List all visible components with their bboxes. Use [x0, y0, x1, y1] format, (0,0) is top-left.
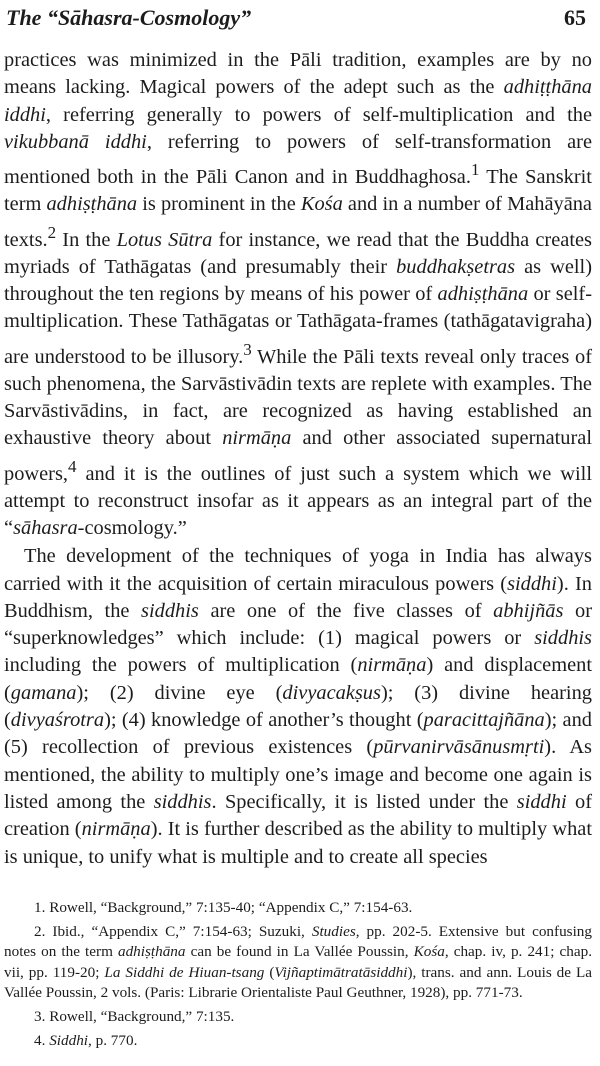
footnote — [4, 922, 592, 1004]
italic-term: abhijñās — [493, 599, 564, 622]
text-run: and it is the outlines of just such a system which we will attempt to reconstruct insofar as it appears as an integral part of the “ — [4, 462, 592, 539]
text-run: 3. Rowell, “Background,” 7:135. — [34, 1007, 235, 1025]
text-run: ); and (5) recollection of previous existences ( — [4, 709, 592, 759]
text-run: are one of the five classes of — [198, 599, 494, 622]
text-run: or “superknowledges” which include: (1) magical powers or — [4, 599, 592, 650]
text-run: and other associated supernatural powers, — [4, 427, 592, 485]
italic-term: nirmāṇa — [357, 654, 427, 677]
footnote — [4, 1007, 592, 1028]
paragraph — [4, 543, 592, 871]
italic-term: Vijñaptimātratāsiddhi — [274, 963, 408, 981]
italic-term: buddhakṣetras — [396, 255, 516, 278]
footnote-ref: 1 — [470, 160, 480, 180]
italic-term: La Siddhi de Hiuan-tsang — [104, 963, 265, 981]
text-run: 4. — [34, 1031, 50, 1049]
footnote — [4, 1031, 592, 1052]
italic-term: gamana — [10, 681, 77, 704]
paragraph — [4, 47, 592, 542]
text-run: , chap. iv, p. 241; chap. vii, pp. 119-20; — [4, 943, 592, 981]
text-run: can be found in La Vallée Poussin, — [185, 943, 414, 961]
text-run: While the Pāli texts reveal only traces of such phenomena, the Sarvāstivādin texts are replete with examples. The Sarvāstivādins, in fact, are recognized as having established an exhaustive theory about — [4, 345, 592, 450]
italic-term: adhiṣṭhāna — [46, 193, 138, 216]
text-run: , referring generally to powers of self-multiplication and the — [45, 103, 592, 126]
text-run: for instance, we read that the Buddha creates myriads of Tathāgatas (and presumably their — [4, 228, 592, 278]
text-run: . Specifically, it is listed under the — [211, 790, 517, 813]
text-run: 2. Ibid., “Appendix C,” 7:154-63; Suzuki, — [34, 922, 312, 940]
text-run: The Sanskrit term — [4, 165, 592, 216]
italic-term: divyacakṣus — [282, 681, 381, 704]
text-run: 1. Rowell, “Background,” 7:135-40; “Appendix C,” 7:154-63. — [34, 899, 413, 916]
footnote-ref: 4 — [68, 456, 77, 476]
text-run: and in a number of Mahāyāna texts. — [4, 193, 592, 251]
page-number: 65 — [564, 5, 586, 30]
italic-term: siddhi — [516, 790, 567, 813]
text-run: ). As mentioned, the ability to multiply one’s image and become one again is listed among the — [4, 736, 592, 813]
text-run: ( — [264, 963, 275, 981]
text-run: In the — [56, 228, 117, 251]
italic-term: Studies — [311, 922, 356, 940]
text-run: The development of the techniques of yoga in India has always carried with it the acquisition of certain miraculous powers ( — [4, 545, 592, 595]
text-run: , referring to powers of self-transformation are mentioned both in the Pāli Canon and in Buddhaghosa. — [4, 130, 593, 188]
footnotes — [4, 898, 592, 1051]
italic-term: adhiṭṭhāna iddhi — [4, 76, 592, 126]
italic-term: siddhis — [153, 790, 212, 813]
running-header — [6, 5, 586, 33]
text-run: -cosmology.” — [77, 516, 187, 539]
italic-term: Kośa — [300, 193, 343, 216]
text-run: practices was minimized in the Pāli tradition, examples are by no means lacking. Magical powers of the adept such as the — [4, 49, 592, 99]
italic-term: Siddhi — [49, 1031, 89, 1049]
italic-term: Lotus Sūtra — [116, 228, 213, 251]
text-run: as well) throughout the ten regions by means of his power of — [4, 255, 593, 305]
italic-term: nirmāṇa — [81, 818, 151, 841]
italic-term: divyaśrotra — [10, 709, 105, 732]
text-run: ) and displacement ( — [4, 654, 592, 704]
text-run: , p. 770. — [88, 1031, 138, 1049]
text-run: ), trans. and ann. Louis de La Vallée Poussin, 2 vols. (Paris: Librarie Orientaliste Paul Geuthner, 1928), pp. 771-73. — [4, 963, 592, 1002]
text-run: or self-multiplication. These Tathāgatas or Tathāgata-frames (tathāgatavigraha) are understood to be illusory. — [4, 282, 592, 368]
footnote — [4, 898, 592, 919]
italic-term: paracittajñāna — [423, 709, 545, 732]
footnote-ref: 2 — [47, 222, 57, 242]
italic-term: siddhis — [141, 599, 199, 622]
italic-term: sāhasra — [13, 516, 78, 539]
text-run: ). In Buddhism, the — [4, 572, 592, 622]
italic-term: vikubbanā iddhi — [4, 130, 147, 153]
italic-term: adhiṣṭhāna — [117, 943, 186, 961]
italic-term: pūrvanirvāsānusmṛti — [373, 736, 545, 759]
text-run: including the powers of multiplication ( — [4, 654, 358, 677]
text-run: ); (2) divine eye ( — [76, 681, 283, 704]
running-title: The “Sāhasra-Cosmology” — [6, 5, 252, 30]
italic-term: siddhi — [507, 572, 557, 595]
text-run: ). It is further described as the ability to multiply what is unique, to unify what is multiple and to create all species — [4, 818, 592, 868]
text-run: ); (4) knowledge of another’s thought ( — [104, 709, 424, 732]
footnote-ref: 3 — [243, 339, 252, 359]
text-run: , pp. 202-5. Extensive but confusing notes on the term — [4, 922, 592, 961]
italic-term: siddhis — [534, 627, 592, 650]
main-text — [4, 47, 592, 871]
text-run: ); (3) divine hearing ( — [4, 681, 592, 732]
text-run: of creation ( — [4, 790, 592, 841]
italic-term: nirmāṇa — [222, 427, 292, 450]
italic-term: adhiṣṭhāna — [437, 282, 529, 305]
italic-term: Kośa — [413, 943, 445, 961]
text-run: is prominent in the — [137, 193, 301, 216]
